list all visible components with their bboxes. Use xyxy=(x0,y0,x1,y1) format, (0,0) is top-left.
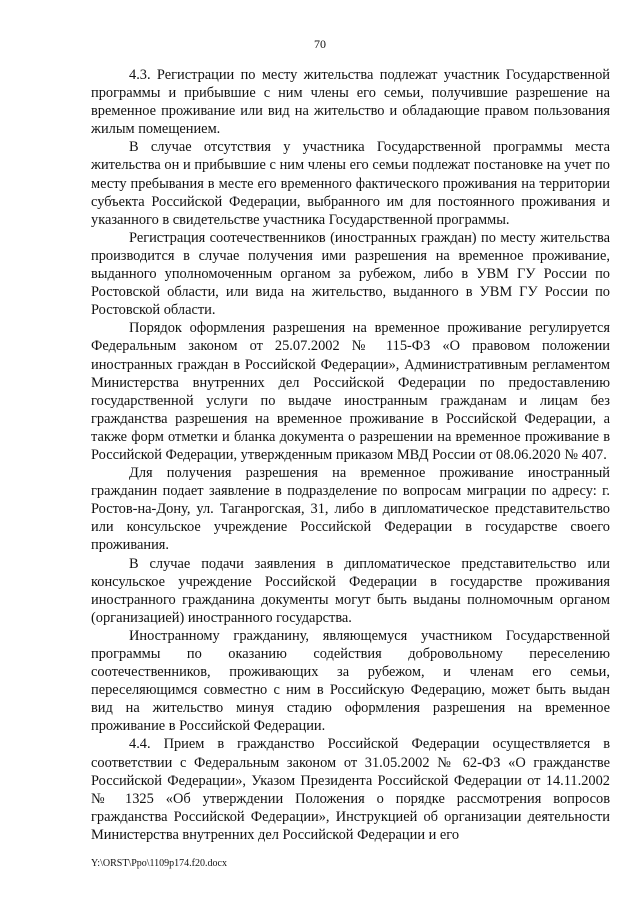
paragraph-residence-permit: Иностранному гражданину, являющемуся участником Государственной программы по оказанию содействия добровольному переселению соотечественников, проживающих за рубежом, и членам его семьи, переселяющимся совместно с ним в Российскую Федерацию, может быть выдан вид на жительство минуя стадию оформления разрешения на временное проживание в Российской Федерации. xyxy=(91,627,610,735)
paragraph-temporary-residence-procedure: Порядок оформления разрешения на временное проживание регулируется Федеральным законом от 25.07.2002 № 115-ФЗ «О правовом положении иностранных граждан в Российской Федерации», Административным регламентом Министерства внутренних дел Российской Федерации по предоставлению государственной услуги по выдаче иностранным гражданам и лицам без гражданства разрешения на временное проживание в Российской Федерации, а также форм отметки и бланка документа о разрешении на временное проживание в Российской Федерации, утвержденным приказом МВД России от 08.06.2020 № 407. xyxy=(91,320,610,463)
paragraph-temporary-stay-registration: В случае отсутствия у участника Государственной программы места жительства он и прибывшие с ним члены его семьи подлежат постановке на учет по месту пребывания в месте его временного фактического проживания на территории субъекта Российской Федерации, выбранного им для постоянного проживания и указанного в свидетельстве участника Государственной программы. xyxy=(91,139,610,228)
paragraph-diplomatic-submission: В случае подачи заявления в дипломатическое представительство или консульское учреждение Российской Федерации в государстве проживания иностранного гражданина документы могут быть выданы полномочным органом (организацией) иностранного государства. xyxy=(91,555,610,626)
paragraph-compatriots-registration: Регистрация соотечественников (иностранных граждан) по месту жительства производится в случае получения ими разрешения на временное проживание, выданного уполномоченным органом за рубежом, либо в УВМ ГУ России по Ростовской области, или вида на жительство, выданного в УВМ ГУ России по Ростовской области. xyxy=(91,229,610,319)
page-number: 70 xyxy=(314,37,326,51)
paragraph-application-address: Для получения разрешения на временное проживание иностранный гражданин подает заявление в подразделение по вопросам миграции по адресу: г. Ростов-на-Дону, ул. Таганрогская, 31, либо в дипломатическое представительство или консульское учреждение Российской Федерации в государстве своего проживания. xyxy=(91,465,610,554)
footer-file-path: Y:\ORST\Ppo\1109p174.f20.docx xyxy=(91,858,227,869)
paragraph-4-4-citizenship: 4.4. Прием в гражданство Российской Федерации осуществляется в соответствии с Федеральным законом от 31.05.2002 № 62-ФЗ «О гражданстве Российской Федерации», Указом Президента Российской Федерации от 14.11.2002 № 1325 «Об утверждении Положения о порядке рассмотрения вопросов гражданства Российской Федерации», Инструкцией об организации деятельности Министерства внутренних дел Российской Федерации и его xyxy=(91,736,610,843)
document-body xyxy=(91,66,610,844)
paragraph-4-3-registration: 4.3. Регистрации по месту жительства подлежат участник Государственной программы и прибывшие с ним члены его семьи, получившие разрешение на временное проживание или вид на жительство и обладающие правом пользования жилым помещением. xyxy=(91,67,610,138)
